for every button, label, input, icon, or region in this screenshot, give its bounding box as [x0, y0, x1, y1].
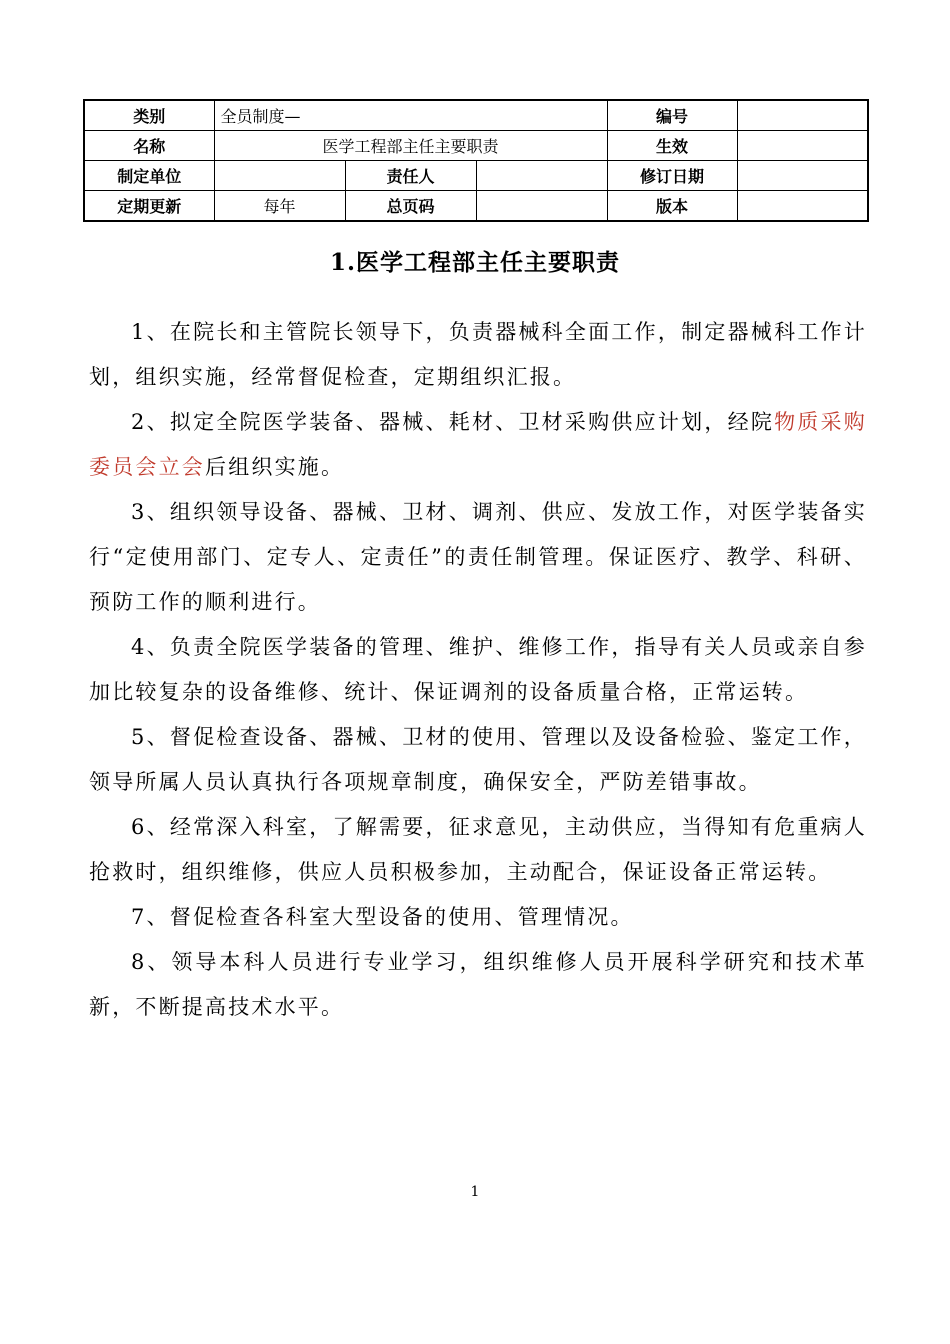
unit-value [214, 161, 345, 191]
paragraph-2 [89, 400, 867, 490]
paragraph-2-text: 2、拟定全院医学装备、器械、耗材、卫材采购供应计划，经院 [131, 410, 775, 434]
unit-label: 制定单位 [84, 161, 214, 191]
table-row [84, 161, 868, 191]
paragraph-5: 5、督促检查设备、器械、卫材的使用、管理以及设备检验、鉴定工作，领导所属人员认真执行各项规章制度，确保安全，严防差错事故。 [89, 725, 867, 794]
version-label: 版本 [607, 191, 737, 222]
revision-date-label: 修订日期 [607, 161, 737, 191]
paragraph-3: 3、组织领导设备、器械、卫材、调剂、供应、发放工作，对医学装备实行“定使用部门、定专人、定责任”的责任制管理。保证医疗、教学、科研、预防工作的顺利进行。 [89, 500, 867, 614]
paragraph-2-tail: 后组织实施。 [205, 455, 345, 479]
paragraph-8: 8、领导本科人员进行专业学习，组织维修人员开展科学研究和技术革新，不断提高技术水平。 [89, 950, 867, 1019]
name-label: 名称 [84, 131, 214, 161]
owner-value [476, 161, 607, 191]
document-body [89, 310, 867, 1030]
paragraph-1: 1、在院长和主管院长领导下，负责器械科全面工作，制定器械科工作计划，组织实施，经常督促检查，定期组织汇报。 [89, 320, 867, 389]
effective-value [737, 131, 868, 161]
table-row [84, 131, 868, 161]
name-value: 医学工程部主任主要职责 [214, 131, 607, 161]
category-value: 全员制度— [214, 100, 607, 131]
paragraph-6: 6、经常深入科室，了解需要，征求意见，主动供应，当得知有危重病人抢救时，组织维修，供应人员积极参加，主动配合，保证设备正常运转。 [89, 815, 867, 884]
number-label: 编号 [607, 100, 737, 131]
effective-label: 生效 [607, 131, 737, 161]
highlighted-text: 物质采购委员会立会 [89, 410, 867, 479]
paragraph-7: 7、督促检查各科室大型设备的使用、管理情况。 [131, 905, 634, 929]
page-number: 1 [470, 1184, 480, 1200]
paragraph-4: 4、负责全院医学装备的管理、维护、维修工作，指导有关人员或亲自参加比较复杂的设备维修、统计、保证调剂的设备质量合格，正常运转。 [89, 635, 867, 704]
document-title: 1.医学工程部主任主要职责 [329, 249, 620, 276]
update-value: 每年 [214, 191, 345, 222]
version-value [737, 191, 868, 222]
table-row [84, 100, 868, 131]
document-metadata-table [83, 99, 869, 222]
update-label: 定期更新 [84, 191, 214, 222]
table-row [84, 191, 868, 222]
category-label: 类别 [84, 100, 214, 131]
revision-date-value [737, 161, 868, 191]
total-pages-value [476, 191, 607, 222]
total-pages-label: 总页码 [345, 191, 476, 222]
owner-label: 责任人 [345, 161, 476, 191]
number-value [737, 100, 868, 131]
